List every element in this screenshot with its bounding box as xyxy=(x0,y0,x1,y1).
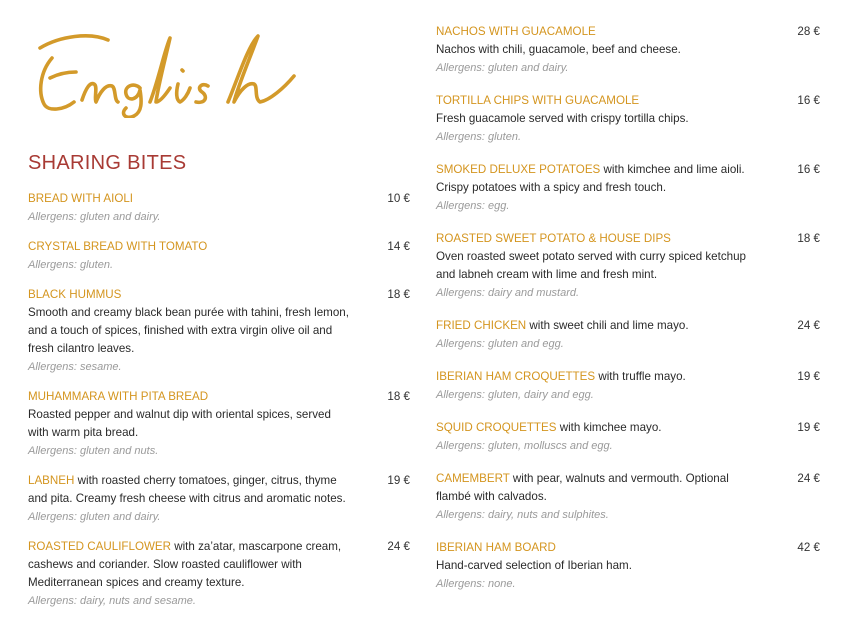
dish-description-line: Hand-carved selection of Iberian ham. xyxy=(436,559,632,572)
dish-name: BLACK HUMMUS xyxy=(28,288,122,301)
dish-name: NACHOS WITH GUACAMOLE xyxy=(436,25,596,38)
dish-description-line: Roasted pepper and walnut dip with oriental spices, served xyxy=(28,408,331,421)
dish-description: with truffle mayo. xyxy=(595,370,686,383)
item-title-line xyxy=(28,286,410,304)
dish-name: SMOKED DELUXE POTATOES xyxy=(436,163,601,176)
dish-price: 24 € xyxy=(387,540,410,553)
dish-description-line: and labneh cream with lime and fresh mint. xyxy=(436,268,658,281)
allergen-note: Allergens: egg. xyxy=(436,200,510,212)
allergen-note: Allergens: gluten and egg. xyxy=(436,338,564,350)
dish-price: 28 € xyxy=(797,25,820,38)
item-title-line xyxy=(28,238,410,256)
allergen-note: Allergens: gluten. xyxy=(436,131,521,143)
allergen-note: Allergens: none. xyxy=(436,578,516,590)
dish-description-line: Fresh guacamole served with crispy tortilla chips. xyxy=(436,112,689,125)
dish-description-line: flambé with calvados. xyxy=(436,490,547,503)
menu-item xyxy=(436,92,820,146)
menu-item xyxy=(28,472,410,526)
dish-description: with kimchee and lime aioli. xyxy=(600,163,745,176)
menu-item xyxy=(436,539,820,593)
menu-item xyxy=(436,470,820,524)
dish-description: with roasted cherry tomatoes, ginger, citrus, thyme xyxy=(74,474,337,487)
dish-name: MUHAMMARA WITH PITA BREAD xyxy=(28,390,209,403)
menu-item xyxy=(436,368,820,404)
dish-name: BREAD WITH AIOLI xyxy=(28,192,134,205)
dish-name: IBERIAN HAM BOARD xyxy=(436,541,556,554)
dish-price: 18 € xyxy=(387,390,410,403)
allergen-note: Allergens: gluten. xyxy=(28,259,113,271)
dish-description-line: Crispy potatoes with a spicy and fresh touch. xyxy=(436,181,667,194)
dish-description: with za’atar, mascarpone cream, xyxy=(171,540,342,553)
dish-name: LABNEH xyxy=(28,474,75,487)
allergen-note: Allergens: dairy and mustard. xyxy=(436,287,580,299)
right-menu-column xyxy=(436,23,820,608)
dish-name: CRYSTAL BREAD WITH TOMATO xyxy=(28,240,208,253)
item-title-line xyxy=(436,317,820,335)
dish-name: FRIED CHICKEN xyxy=(436,319,527,332)
allergen-note: Allergens: gluten and dairy. xyxy=(28,211,161,223)
dish-description-line: fresh cilantro leaves. xyxy=(28,342,135,355)
item-title-line xyxy=(436,230,820,248)
dish-price: 18 € xyxy=(797,232,820,245)
section-title: SHARING BITES xyxy=(28,152,187,174)
item-title-line xyxy=(28,472,410,490)
menu-item xyxy=(436,317,820,353)
menu-item xyxy=(28,286,410,376)
dish-description-line: cashews and coriander. Slow roasted cauliflower with xyxy=(28,558,302,571)
allergen-note: Allergens: gluten and dairy. xyxy=(436,62,569,74)
dish-description: with pear, walnuts and vermouth. Optional xyxy=(509,472,729,485)
dish-price: 42 € xyxy=(797,541,820,554)
dish-price: 10 € xyxy=(387,192,410,205)
item-title-line xyxy=(28,538,410,556)
menu-item xyxy=(436,419,820,455)
allergen-note: Allergens: gluten and dairy. xyxy=(28,511,161,523)
dish-price: 14 € xyxy=(387,240,410,253)
item-title-line xyxy=(436,470,820,488)
item-title-line xyxy=(28,190,410,208)
dish-price: 18 € xyxy=(387,288,410,301)
dish-description-line: and a touch of spices, finished with extra virgin olive oil and xyxy=(28,324,333,337)
dish-description-line: Nachos with chili, guacamole, beef and cheese. xyxy=(436,43,681,56)
dish-name: ROASTED CAULIFLOWER xyxy=(28,540,172,553)
dish-name: CAMEMBERT xyxy=(436,472,510,485)
menu-item xyxy=(28,190,410,226)
dish-name: IBERIAN HAM CROQUETTES xyxy=(436,370,596,383)
item-title-line xyxy=(436,419,820,437)
item-title-line xyxy=(436,161,820,179)
english-script-logo xyxy=(30,22,300,118)
menu-item xyxy=(28,538,410,610)
dish-name: SQUID CROQUETTES xyxy=(436,421,557,434)
dish-description: with kimchee mayo. xyxy=(556,421,662,434)
dish-price: 16 € xyxy=(797,163,820,176)
menu-item xyxy=(436,230,820,302)
dish-description: with sweet chili and lime mayo. xyxy=(526,319,689,332)
menu-item xyxy=(28,388,410,460)
allergen-note: Allergens: gluten, dairy and egg. xyxy=(436,389,594,401)
dish-description-line: and pita. Creamy fresh cheese with citrus and aromatic notes. xyxy=(28,492,346,505)
allergen-note: Allergens: dairy, nuts and sulphites. xyxy=(436,509,609,521)
menu-item xyxy=(436,161,820,215)
dish-price: 19 € xyxy=(797,370,820,383)
item-title-line xyxy=(436,92,820,110)
dish-description-line: with warm pita bread. xyxy=(28,426,139,439)
item-title-line xyxy=(436,23,820,41)
left-menu-column xyxy=(28,190,410,622)
dish-price: 24 € xyxy=(797,319,820,332)
allergen-note: Allergens: gluten, molluscs and egg. xyxy=(436,440,613,452)
dish-name: ROASTED SWEET POTATO & HOUSE DIPS xyxy=(436,232,671,245)
allergen-note: Allergens: dairy, nuts and sesame. xyxy=(28,595,196,607)
dish-price: 16 € xyxy=(797,94,820,107)
dish-description-line: Smooth and creamy black bean purée with tahini, fresh lemon, xyxy=(28,306,349,319)
dish-price: 19 € xyxy=(387,474,410,487)
dish-description-line: Oven roasted sweet potato served with curry spiced ketchup xyxy=(436,250,746,263)
dish-description-line: Mediterranean spices and creamy texture. xyxy=(28,576,245,589)
allergen-note: Allergens: gluten and nuts. xyxy=(28,445,159,457)
dish-price: 24 € xyxy=(797,472,820,485)
menu-item xyxy=(28,238,410,274)
item-title-line xyxy=(28,388,410,406)
dish-price: 19 € xyxy=(797,421,820,434)
dish-name: TORTILLA CHIPS WITH GUACAMOLE xyxy=(436,94,640,107)
item-title-line xyxy=(436,539,820,557)
menu-item xyxy=(436,23,820,77)
item-title-line xyxy=(436,368,820,386)
allergen-note: Allergens: sesame. xyxy=(28,361,122,373)
